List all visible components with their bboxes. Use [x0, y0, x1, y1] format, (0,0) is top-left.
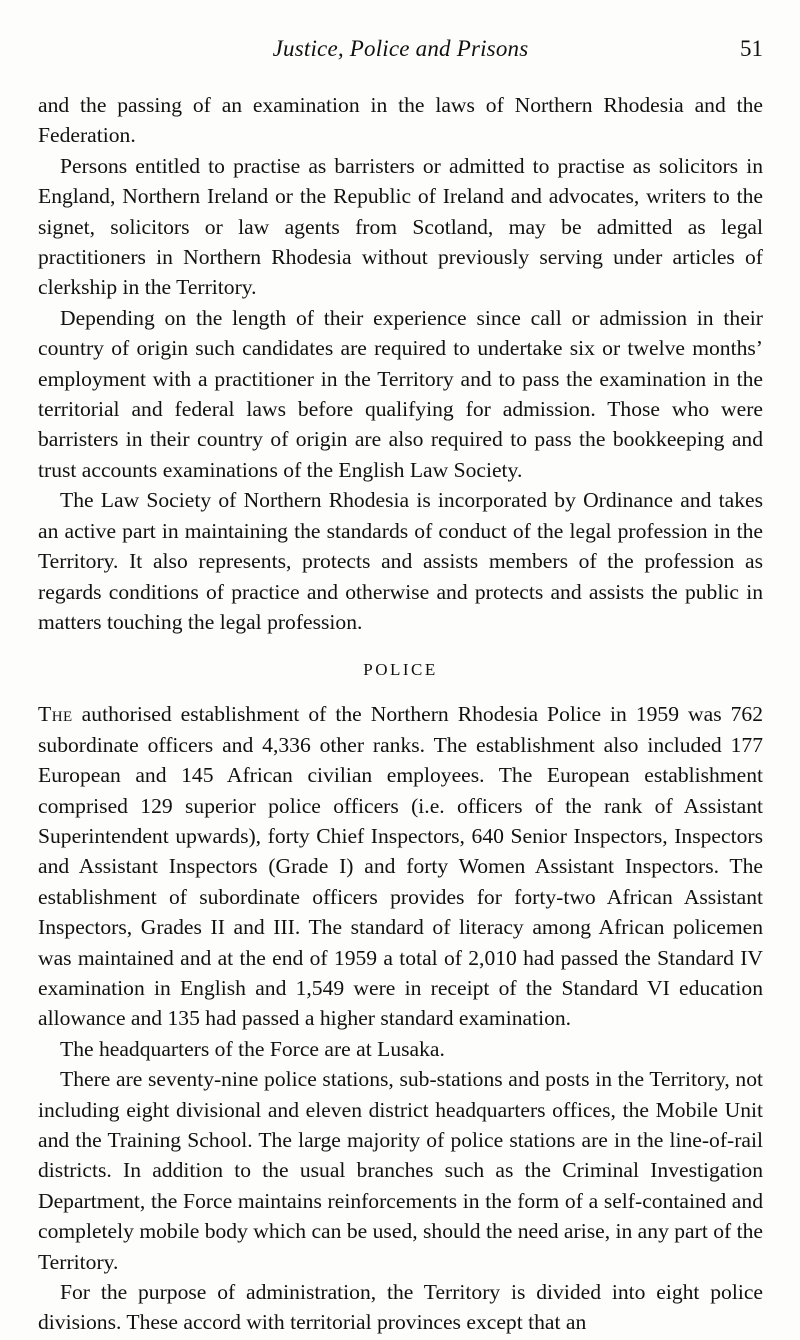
lead-paragraph-text: authorised establishment of the Northern Rhodesia Police in 1959 was 762 subordinate officers and 4,336 other ranks. The establishment also included 177 European and 145 African civilian employees. The European establishment comprised 129 superior police officers (i.e. officers of the rank of Assistant Superintendent upwards), forty Chief Inspectors, 640 Senior Inspectors, Inspectors and Assistant Inspectors (Grade I) and forty Women Assistant Inspectors. The establishment of subordinate officers provides for forty-two African Assistant Inspectors, Grades II and III. The standard of literacy among African policemen was maintained and at the end of 1959 a total of 2,010 had passed the Standard IV examination in English and 1,549 were in receipt of the Standard VI education allowance and 135 had passed a higher standard examination. [38, 702, 763, 1031]
paragraph-continuation: and the passing of an examination in the laws of Northern Rhodesia and the Federation. [38, 93, 763, 148]
lead-word: The [38, 702, 73, 727]
body-text [38, 90, 763, 1338]
paragraph: Persons entitled to practise as barristers or admitted to practise as solicitors in England, Northern Ireland or the Republic of Ireland and advocates, writers to the signet, solicitors or law agents from Scotland, may be admitted as legal practitioners in Northern Rhodesia without previously serving under articles of clerkship in the Territory. [38, 153, 763, 300]
document-page [38, 0, 763, 1338]
paragraph: Depending on the length of their experience since call or admission in their country of origin such candidates are required to undertake six or twelve months’ employment with a practitioner in the Territory and to pass the examination in the territorial and federal laws before qualifying for admission. Those who were barristers in their country of origin are also required to pass the bookkeeping and trust accounts examinations of the English Law Society. [38, 305, 763, 482]
page-number: 51 [740, 36, 763, 61]
paragraph: The Law Society of Northern Rhodesia is incorporated by Ordinance and takes an active part in maintaining the standards of conduct of the legal profession in the Territory. It also represents, protects and assists members of the profession as regards conditions of practice and otherwise and protects and assists the public in matters touching the legal profession. [38, 488, 763, 634]
section-heading: POLICE [363, 660, 438, 680]
running-title: Justice, Police and Prisons [272, 36, 529, 61]
paragraph: There are seventy-nine police stations, sub-stations and posts in the Territory, not including eight divisional and eleven district headquarters offices, the Mobile Unit and the Training School. The large majority of police stations are in the line-of-rail districts. In addition to the usual branches such as the Criminal Investigation Department, the Force maintains reinforcements in the form of a self-contained and completely mobile body which can be used, should the need arise, in any part of the Territory. [38, 1067, 763, 1274]
paragraph: For the purpose of administration, the Territory is divided into eight police divisions. These accord with territorial provinces except that an [38, 1280, 763, 1335]
running-head [38, 0, 763, 90]
paragraph: The headquarters of the Force are at Lusaka. [60, 1036, 445, 1061]
section-first-paragraph [38, 699, 763, 1033]
